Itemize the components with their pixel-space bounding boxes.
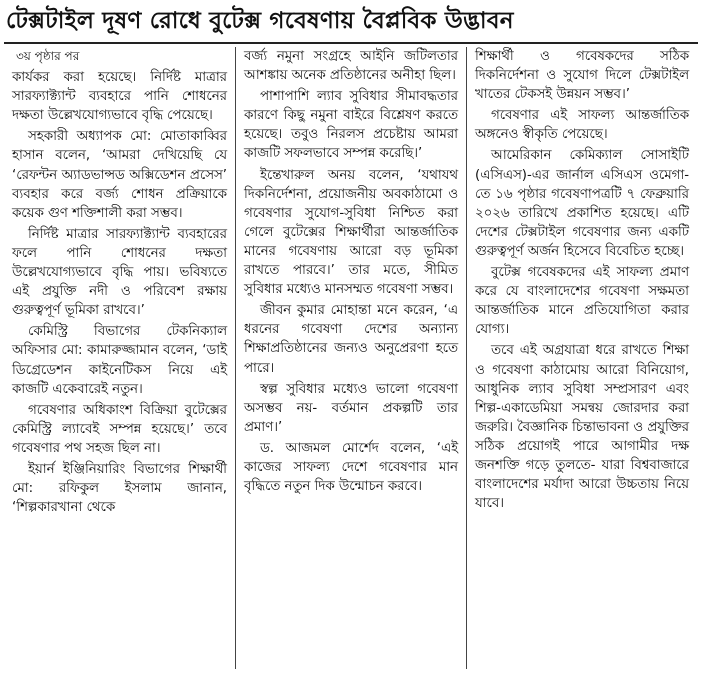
column-1 (4, 47, 235, 669)
paragraph: ড. আজমল মোর্শেদ বলেন, ‘এই কাজের সাফল্য দেশে গবেষণার মান বৃদ্ধিতে নতুন দিক উন্মোচন করবে। (244, 440, 458, 495)
paragraph: কার্যকর করা হয়েছে। নির্দিষ্ট মাত্রার সারফ্যাক্ট্যান্ট ব্যবহারে পানি শোধনের দক্ষতা উল্লেখযোগ্যভাবে বৃদ্ধি পেয়েছে। (12, 70, 227, 124)
article-body (4, 47, 698, 669)
paragraph: বর্জ্য নমুনা সংগ্রহে আইনি জটিলতার আশঙ্কায় অনেক প্রতিষ্ঠানের অনীহা ছিল। (244, 49, 458, 84)
column-2 (235, 47, 466, 669)
paragraph: তবে এই অগ্রযাত্রা ধরে রাখতে শিক্ষা ও গবেষণা কাঠামোয় আরো বিনিয়োগ, আধুনিক ল্যাব সুবিধা সম্প্রসারণ এবং শিল্প-একাডেমিয়া সমন্বয় জোরদার করা জরুরি। বৈজ্ঞানিক চিন্তাভাবনা ও প্রযুক্তির সঠিক প্রয়োগই পারে আগামীর দক্ষ জনশক্তি গড়ে তুলতে- যারা বিশ্ববাজারে বাংলাদেশের মর্যাদা আরো উচ্চতায় নিয়ে যাবে। (475, 343, 689, 512)
jump-line: ৩য় পৃষ্ঠার পর (16, 49, 80, 63)
headline: টেক্সটাইল দূষণ রোধে বুটেক্স গবেষণায় বৈপ্লবিক উদ্ভাবন (6, 8, 514, 34)
paragraph: কেমিস্ট্রি বিভাগের টেকনিক্যাল অফিসার মো: কামারুজ্জামান বলেন, ‘ডাই ডিগ্রেডেশন কাইনেটিকস নিয়ে এই কাজটি একেবারেই নতুন। (12, 324, 227, 397)
paragraph: পাশাপাশি ল্যাব সুবিধার সীমাবদ্ধতার কারণে কিছু নমুনা বাইরে বিশ্লেষণ করতে হয়েছে। তবুও নিরলস প্রচেষ্টায় আমরা কাজটি সফলভাবে সম্পন্ন করেছি।’ (244, 89, 458, 162)
paragraph: ইয়ার্ন ইঞ্জিনিয়ারিং বিভাগের শিক্ষার্থী মো: রফিকুল ইসলাম জানান, ‘শিল্পকারখানা থেকে (12, 461, 227, 516)
paragraph: বুটেক্স গবেষকদের এই সাফল্য প্রমাণ করে যে বাংলাদেশের গবেষণা সক্ষমতা আন্তর্জাতিক মানে প্রতিযোগিতা করার যোগ্য। (475, 265, 689, 338)
paragraph: স্বল্প সুবিধার মধ্যেও ভালো গবেষণা অসম্ভব নয়- বর্তমান প্রকল্পটি তার প্রমাণ।’ (244, 381, 458, 435)
paragraph: জীবন কুমার মোহান্তা মনে করেন, ‘এ ধরনের গবেষণা দেশের অন্যান্য শিক্ষাপ্রতিষ্ঠানের জন্যও অনুপ্রেরণা হতে পারে। (244, 303, 458, 376)
paragraph: নির্দিষ্ট মাত্রার সারফ্যাক্ট্যান্ট ব্যবহারের ফলে পানি শোধনের দক্ষতা উল্লেখযোগ্যভাবে বৃদ্ধি পায়। ভবিষ্যতে এই প্রযুক্তি নদী ও পরিবেশ রক্ষায় গুরুত্বপূর্ণ ভূমিকা রাখবে।’ (12, 226, 227, 319)
paragraph: ইন্তেখারুল অনয় বলেন, ‘যথাযথ দিকনির্দেশনা, প্রয়োজনীয় অবকাঠামো ও গবেষণার সুযোগ-সুবিধা নিশ্চিত করা গেলে বুটেক্সের শিক্ষার্থীরা আন্তর্জাতিক মানের গবেষণায় আরো বড় ভূমিকা রাখতে পারবে।’ তার মতে, সীমিত সুবিধার মধ্যেও মানসম্মত গবেষণা সম্ভব। (244, 167, 458, 298)
paragraph: গবেষণার অধিকাংশ বিক্রিয়া বুটেক্সের কেমিস্ট্রি ল্যাবেই সম্পন্ন হয়েছে।’ তবে গবেষণার পথ সহজ ছিল না। (12, 402, 227, 456)
paragraph: শিক্ষার্থী ও গবেষকদের সঠিক দিকনির্দেশনা ও সুযোগ দিলে টেক্সটাইল খাতের টেকসই উন্নয়ন সম্ভব।’ (475, 49, 689, 103)
paragraph: সহকারী অধ্যাপক মো: মোতাকাব্বির হাসান বলেন, ‘আমরা দেখিয়েছি যে ‘রেফন্টন অ্যাডভান্সড অক্সিডেশন প্রসেস’ ব্যবহার করে বর্জ্য শোধন প্রক্রিয়াকে কয়েক গুণ শক্তিশালী করা সম্ভব। (12, 129, 227, 221)
headline-rule (4, 42, 698, 44)
column-3 (466, 47, 697, 669)
paragraph: আমেরিকান কেমিক্যাল সোসাইটি (এসিএস)-এর জার্নাল এসিএস ওমেগা-তে ১৬ পৃষ্ঠার গবেষণাপত্রটি ৭ ফেব্রুয়ারি ২০২৬ তারিখে প্রকাশিত হয়েছে। এটি দেশের টেক্সটাইল গবেষণার জন্য একটি গুরুত্বপূর্ণ অর্জন হিসেবে বিবেচিত হচ্ছে। (475, 148, 689, 259)
paragraph: গবেষণার এই সাফল্য আন্তর্জাতিক অঙ্গনেও স্বীকৃতি পেয়েছে। (475, 108, 689, 143)
